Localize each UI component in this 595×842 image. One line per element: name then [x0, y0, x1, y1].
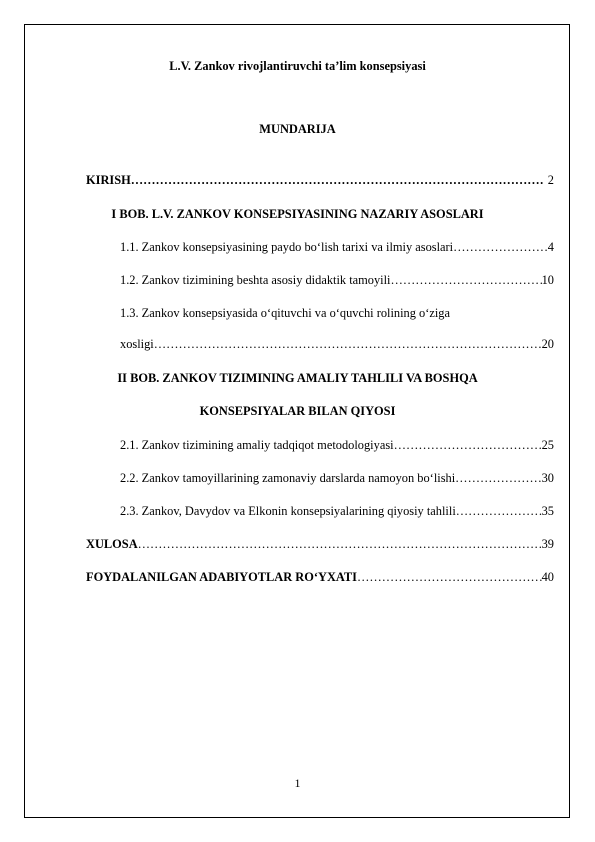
toc-page-number: 30: [541, 471, 554, 485]
toc-entry-1-1[interactable]: [120, 239, 554, 255]
chapter2-heading-line2[interactable]: KONSEPSIYALAR BILAN QIYOSI: [199, 404, 396, 418]
toc-leader-dots: [154, 336, 542, 352]
toc-entry-2-1[interactable]: [120, 437, 554, 453]
toc-leader-dots: [394, 437, 542, 453]
toc-label: 2.3. Zankov, Davydov va Elkonin konsepsiyalarining qiyosiy tahlili: [120, 504, 456, 518]
toc-leader-dots: [456, 503, 542, 519]
toc-page-number: 10: [541, 273, 554, 287]
toc-label: 2.2. Zankov tamoyillarining zamonaviy darslarda namoyon bo‘lishi: [120, 471, 456, 485]
toc-page-number: 40: [541, 570, 554, 584]
toc-entry-1-3-line2[interactable]: [120, 336, 554, 352]
toc-label: KIRISH: [86, 173, 131, 187]
toc-leader-dots: [138, 536, 542, 552]
toc-leader-dots: [357, 569, 542, 585]
toc-page-number: 2: [547, 173, 554, 187]
toc-label: 1.1. Zankov konsepsiyasining paydo bo‘lish tarixi va ilmiy asoslari: [120, 240, 454, 254]
contents-heading: MUNDARIJA: [259, 122, 336, 136]
toc-label: XULOSA: [86, 537, 138, 551]
toc-leader-dots: [453, 239, 548, 255]
toc-leader-dots: [455, 470, 541, 486]
toc-entry-1-3-line1[interactable]: 1.3. Zankov konsepsiyasida o‘qituvchi va o‘quvchi rolining o‘ziga: [120, 306, 451, 320]
toc-page-number: 39: [541, 537, 554, 551]
toc-page-number: 4: [547, 240, 554, 254]
toc-page-number: 25: [541, 438, 554, 452]
document-title: L.V. Zankov rivojlantiruvchi ta’lim konsepsiyasi: [169, 59, 426, 73]
page-number: 1: [294, 776, 301, 790]
page-border: [24, 24, 570, 818]
toc-entry-2-3[interactable]: [120, 503, 554, 519]
toc-leader-dots: [391, 272, 542, 288]
chapter1-heading[interactable]: I BOB. L.V. ZANKOV KONSEPSIYASINING NAZARIY ASOSLARI: [111, 207, 484, 221]
chapter2-heading-line1[interactable]: II BOB. ZANKOV TIZIMINING AMALIY TAHLILI VA BOSHQA: [117, 371, 478, 385]
toc-entry-intro[interactable]: [86, 172, 554, 188]
toc-label: FOYDALANILGAN ADABIYOTLAR RO‘YXATI: [86, 570, 358, 584]
toc-entry-conclusion[interactable]: [86, 536, 554, 552]
toc-entry-2-2[interactable]: [120, 470, 554, 486]
toc-label: 1.2. Zankov tizimining beshta asosiy didaktik tamoyili: [120, 273, 391, 287]
toc-leader-dots: [131, 172, 544, 188]
toc-label: 2.1. Zankov tizimining amaliy tadqiqot metodologiyasi: [120, 438, 394, 452]
toc-page-number: 35: [541, 504, 554, 518]
toc-page-number: 20: [541, 337, 554, 351]
toc-label: xosligi: [120, 337, 154, 351]
toc-entry-1-2[interactable]: [120, 272, 554, 288]
toc-entry-references[interactable]: [86, 569, 554, 585]
